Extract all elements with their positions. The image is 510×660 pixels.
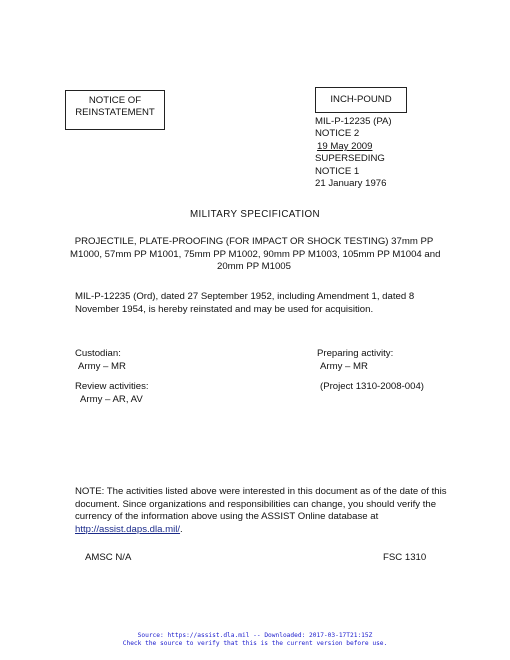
custodian-label: Custodian: — [75, 348, 121, 359]
review-activities-label: Review activities: — [75, 381, 149, 392]
superseded-notice: NOTICE 1 — [315, 165, 360, 177]
superseding-label: SUPERSEDING — [315, 153, 385, 165]
review-activities-value: Army – AR, AV — [80, 394, 143, 405]
source-footer-line2: Check the source to verify that this is the current version before use. — [122, 640, 388, 648]
reinstatement-paragraph — [75, 291, 435, 316]
spec-title-line1: PROJECTILE, PLATE-PROOFING (FOR IMPACT OR SHOCK TESTING) 37mm PP — [74, 236, 434, 247]
note-line2: document. Since organizations and responsibilities can change, you should verify the — [75, 498, 437, 510]
preparing-activity-value: Army – MR — [320, 361, 368, 372]
notice-date: 19 May 2009 — [317, 140, 373, 152]
spec-title — [70, 236, 441, 274]
note-paragraph — [75, 486, 447, 537]
spec-heading: MILITARY SPECIFICATION — [189, 209, 320, 220]
note-line4 — [75, 524, 435, 537]
fsc-code: FSC 1310 — [383, 552, 427, 563]
inch-pound-box — [315, 87, 407, 113]
source-footer-line1: Source: https://assist.dla.mil -- Downloaded: 2017-03-17T21:15Z — [137, 632, 373, 639]
notice-box-line1: NOTICE OF — [88, 95, 142, 106]
note-link-period: . — [180, 523, 183, 535]
source-footer — [0, 632, 510, 648]
notice-number: NOTICE 2 — [315, 128, 360, 140]
assist-database-link[interactable]: http://assist.daps.dla.mil/ — [75, 523, 181, 535]
preparing-activity-label: Preparing activity: — [317, 348, 394, 359]
doc-number: MIL-P-12235 (PA) — [315, 116, 392, 127]
reinstatement-line1: MIL-P-12235 (Ord), dated 27 September 1952, including Amendment 1, dated 8 — [75, 291, 415, 302]
inch-pound-label: INCH-POUND — [330, 94, 392, 105]
superseded-date: 21 January 1976 — [315, 178, 387, 190]
custodian-value: Army – MR — [78, 361, 126, 372]
note-line3: currency of the information above using the ASSIST Online database at — [75, 511, 379, 523]
notice-of-reinstatement-box — [65, 90, 165, 130]
amsc-code: AMSC N/A — [85, 552, 132, 563]
document-identifier-block — [315, 116, 392, 191]
spec-title-line3: 20mm PP M1005 — [217, 261, 291, 273]
notice-box-line2: REINSTATEMENT — [75, 107, 155, 119]
reinstatement-line2: November 1954, is hereby reinstated and may be used for acquisition. — [75, 303, 374, 315]
project-number: (Project 1310-2008-004) — [320, 381, 424, 392]
note-line1: NOTE: The activities listed above were interested in this document as of the date of this — [75, 486, 447, 497]
spec-title-line2: M1000, 57mm PP M1001, 75mm PP M1002, 90mm PP M1003, 105mm PP M1004 and — [70, 248, 441, 260]
